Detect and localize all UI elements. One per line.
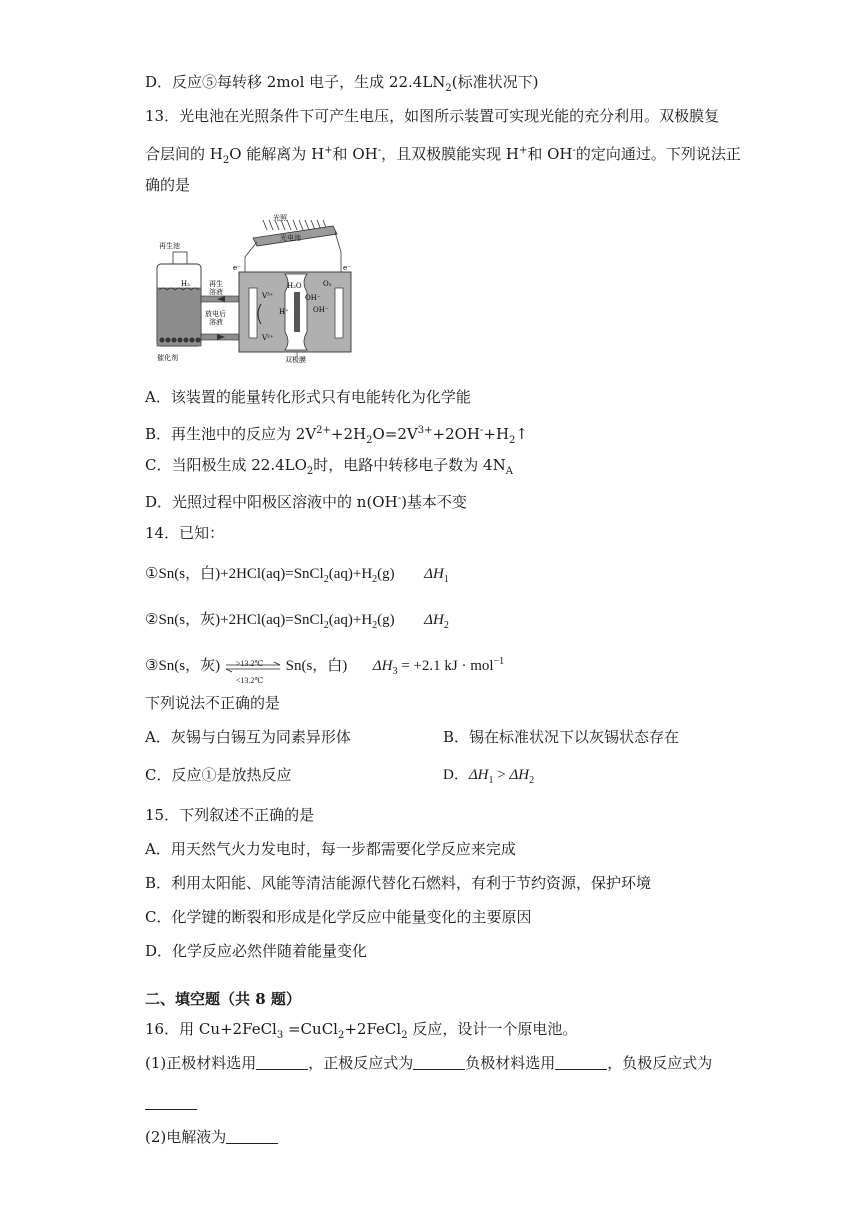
q16-stem: 16．用 Cu+2FeCl$_3$ =CuCl$_2$+2FeCl$_2$ 反应，设计一个原电池。 [145, 1020, 578, 1041]
regen-solution-label-2: 溶液 [209, 288, 223, 296]
catalyst-label: 催化剂 [157, 354, 178, 362]
q14-option-b: B．锡在标准状况下以灰锡状态存在 [443, 728, 680, 746]
q16-part-1-continued [145, 1092, 197, 1114]
q13-option-b: B．再生池中的反应为 $2V^{2+}+2H_2O=2V^{3+}+2OH^-+H_2↑$ [145, 425, 528, 446]
q15-option-b: B．利用太阳能、风能等清洁能源代替化石燃料，有利于节约资源，保护环境 [145, 874, 652, 892]
photocell-label: 光电池 [280, 234, 301, 242]
discharged-solution-label-1: 放电后 [205, 310, 226, 318]
q14-equation-3: ③Sn(s，灰) >13.2℃ <13.2℃ Sn(s，白) $\Delta H_3 = +2.1$ kJ · mol$^{-1}$ [145, 656, 505, 685]
q15-option-c: C．化学键的断裂和形成是化学反应中能量变化的主要原因 [145, 908, 532, 926]
q15-stem: 15．下列叙述不正确的是 [145, 806, 315, 824]
hplus-label: H⁺ [279, 308, 289, 316]
answer-blank[interactable] [226, 1129, 278, 1144]
h2o-label: H₂O [287, 282, 302, 290]
q14-option-c: C．反应①是放热反应 [145, 766, 292, 784]
section-2-title: 二、填空题（共 8 题） [145, 990, 301, 1008]
q16-part-1: (1)正极材料选用 ，正极反应式为 负极材料选用 ，负极反应式为 [145, 1054, 713, 1072]
ohminus-label-1: OH⁻ [305, 294, 321, 302]
q14-option-a: A．灰锡与白锡互为同素异形体 [145, 728, 351, 746]
bipolar-membrane-label: 双极膜 [285, 356, 306, 364]
q12-option-d: D．反应⑤每转移 2mol 电子，生成 $22.4LN_2$(标准状况下) [145, 73, 539, 94]
q14-equation-1: ①Sn(s，白)$+2HCl(aq)=SnCl_2(aq)+H_2(g)$ $\Delta H_1$ [145, 566, 449, 585]
photo-battery-diagram [145, 212, 360, 372]
electron-right-label: e⁻ [343, 264, 351, 272]
answer-blank[interactable] [256, 1055, 308, 1070]
light-label: 光照 [273, 214, 287, 222]
regen-solution-label-1: 再生 [209, 280, 223, 288]
q15-option-d: D．化学反应必然伴随着能量变化 [145, 942, 368, 960]
answer-blank[interactable] [145, 1095, 197, 1110]
q14-question: 下列说法不正确的是 [145, 694, 281, 712]
q14-option-d: D．$\Delta H_1 > \Delta H_2$ [443, 767, 535, 786]
q13-stem-line2: 合层间的 $H_2O$ 能解离为 H+和 OH-，且双极膜能实现 H+和 OH-的定向通过。下列说法正 [145, 145, 741, 166]
q14-equation-2: ②Sn(s，灰)$+2HCl(aq)=SnCl_2(aq)+H_2(g)$ $\Delta H_2$ [145, 612, 449, 631]
regen-pool-label: 再生池 [159, 242, 180, 250]
q15-option-a: A．用天然气火力发电时，每一步都需要化学反应来完成 [145, 840, 516, 858]
q13-option-c: C．当阳极生成 $22.4LO_2$时，电路中转移电子数为 $4N_A$ [145, 456, 513, 477]
q13-option-a: A．该装置的能量转化形式只有电能转化为化学能 [145, 388, 471, 406]
q16-part-2: (2)电解液为 [145, 1126, 278, 1148]
answer-blank[interactable] [555, 1055, 607, 1070]
answer-blank[interactable] [413, 1055, 465, 1070]
discharged-solution-label-2: 溶液 [209, 318, 223, 326]
q14-stem: 14．已知： [145, 524, 225, 542]
q13-stem-line3: 确的是 [145, 176, 191, 194]
h2-label: H₂ [181, 280, 190, 288]
v2-label: V²⁺ [262, 334, 274, 342]
q13-option-d: D．光照过程中阳极区溶液中的 n(OH-)基本不变 [145, 493, 467, 511]
ohminus-label-2: OH⁻ [313, 306, 329, 314]
reversible-arrow-icon: >13.2℃ <13.2℃ [224, 656, 282, 678]
electron-left-label: e⁻ [233, 264, 241, 272]
o2-label: O₂ [323, 280, 332, 288]
q13-stem-line1: 13．光电池在光照条件下可产生电压，如图所示装置可实现光能的充分利用。双极膜复 [145, 107, 720, 125]
v3-label: V³⁺ [262, 292, 274, 300]
